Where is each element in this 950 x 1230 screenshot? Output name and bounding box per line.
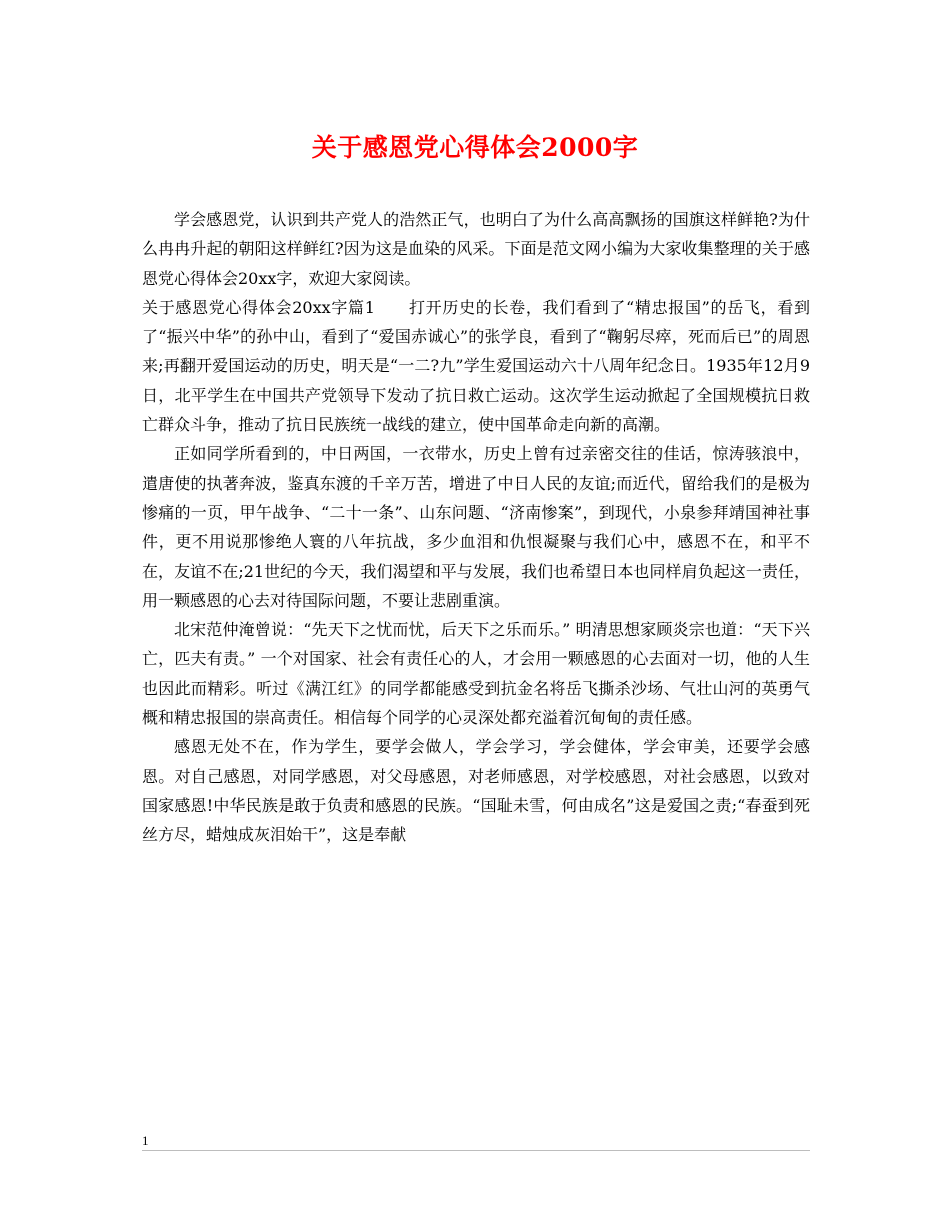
paragraph-gratitude: 感恩无处不在，作为学生，要学会做人，学会学习，学会健体，学会审美，还要学会感恩。对自己感恩，对同学感恩，对父母感恩，对老师感恩，对学校感恩，对社会感恩，以致对国家感恩!中华民族是敢于负责和感恩的民族。“国耻未雪，何由成名”这是爱国之责;“春蚕到死丝方尽，蜡烛成灰泪始干”，这是奉献 <box>142 737 810 845</box>
page-number: 1 <box>142 1133 149 1148</box>
footer-divider <box>142 1150 810 1151</box>
paragraph-responsibility: 北宋范仲淹曾说：“先天下之忧而忧，后天下之乐而乐。” 明清思想家顾炎宗也道：“天下兴亡，匹夫有责。” 一个对国家、社会有责任心的人，才会用一颗感恩的心去面对一切，他的人生也因此而精彩。听过《满江红》的同学都能感受到抗金名将岳飞撕杀沙场、气壮山河的英勇气概和精忠报国的崇高责任。相信每个同学的心灵深处都充溢着沉甸甸的责任感。 <box>142 620 810 728</box>
page-title: 关于感恩党心得体会2000字 <box>311 133 639 162</box>
paragraph-section-1: 关于感恩党心得体会20xx字篇1 打开历史的长卷，我们看到了“精忠报国”的岳飞，看到了“振兴中华”的孙中山，看到了“爱国赤诚心”的张学良，看到了“鞠躬尽瘁，死而后已”的周恩来;再翻开爱国运动的历史，明天是“一二?九”学生爱国运动六十八周年纪念日。1935年12月9日，北平学生在中国共产党领导下发动了抗日救亡运动。这次学生运动掀起了全国规模抗日救亡群众斗争，推动了抗日民族统一战线的建立，使中国革命走向新的高潮。 <box>142 297 810 435</box>
paragraph-intro: 学会感恩党，认识到共产党人的浩然正气，也明白了为什么高高飘扬的国旗这样鲜艳?为什么冉冉升起的朝阳这样鲜红?因为这是血染的风采。下面是范文网小编为大家收集整理的关于感恩党心得体会20xx字，欢迎大家阅读。 <box>142 210 810 288</box>
document-body <box>142 205 810 850</box>
paragraph-history: 正如同学所看到的，中日两国，一衣带水，历史上曾有过亲密交往的佳话，惊涛骇浪中，遣唐使的执著奔波，鉴真东渡的千辛万苦，增进了中日人民的友谊;而近代，留给我们的是极为惨痛的一页，甲午战争、“二十一条”、山东问题、“济南惨案”，到现代，小泉参拜靖国神社事件，更不用说那惨绝人寰的八年抗战，多少血泪和仇恨凝聚与我们心中，感恩不在，和平不在，友谊不在;21世纪的今天，我们渴望和平与发展，我们也希望日本也同样肩负起这一责任，用一颗感恩的心去对待国际问题，不要让悲剧重演。 <box>142 444 810 610</box>
